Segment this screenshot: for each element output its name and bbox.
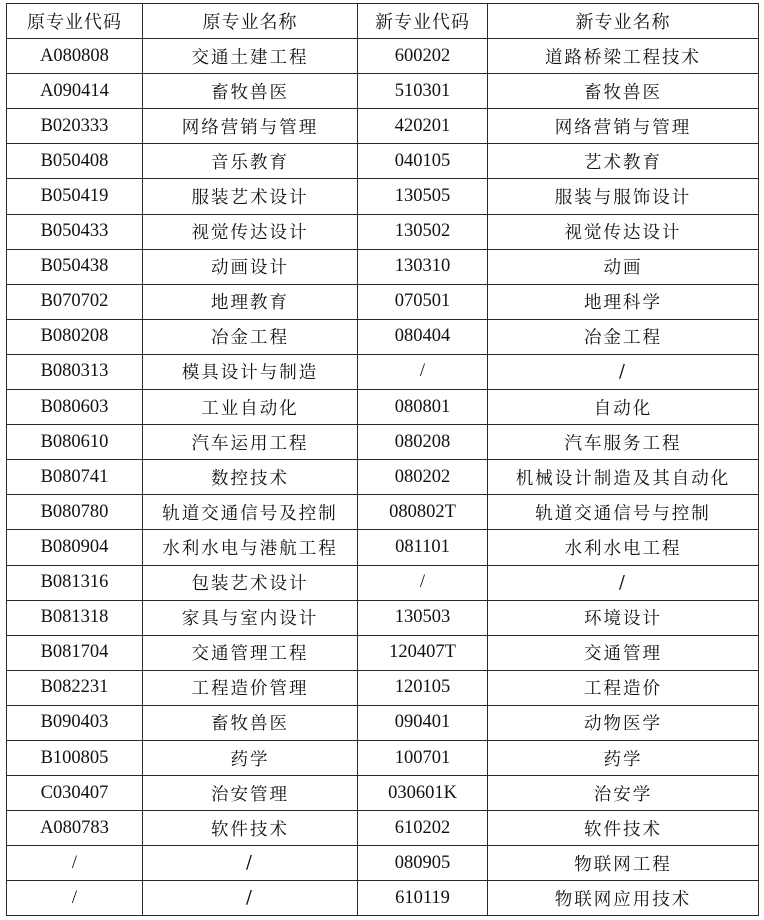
new-name-cell: 水利水电工程 [488, 530, 759, 565]
old-code-cell: B050438 [7, 249, 143, 284]
new-name-cell: 地理科学 [488, 284, 759, 319]
old-code-cell: B050433 [7, 214, 143, 249]
table-row [7, 705, 759, 740]
table-row [7, 881, 759, 916]
new-code-cell: 080801 [358, 390, 488, 425]
old-name-cell: 家具与室内设计 [143, 600, 358, 635]
table-row [7, 249, 759, 284]
new-code-cell: 610202 [358, 811, 488, 846]
new-code-cell: 130502 [358, 214, 488, 249]
table-row [7, 319, 759, 354]
old-code-cell: B080610 [7, 425, 143, 460]
old-name-cell: 水利水电与港航工程 [143, 530, 358, 565]
new-name-cell: 自动化 [488, 390, 759, 425]
new-name-cell: 服装与服饰设计 [488, 179, 759, 214]
new-name-cell: 网络营销与管理 [488, 109, 759, 144]
new-code-cell: 600202 [358, 39, 488, 74]
table-row [7, 179, 759, 214]
new-name-cell: 药学 [488, 740, 759, 775]
old-code-cell: B090403 [7, 705, 143, 740]
new-code-cell: 080208 [358, 425, 488, 460]
new-name-cell: 轨道交通信号与控制 [488, 495, 759, 530]
old-name-cell: 药学 [143, 740, 358, 775]
new-code-cell: / [358, 565, 488, 600]
table-row [7, 600, 759, 635]
old-name-cell: 数控技术 [143, 460, 358, 495]
new-name-cell: 环境设计 [488, 600, 759, 635]
old-code-cell: B081316 [7, 565, 143, 600]
old-code-cell: B080741 [7, 460, 143, 495]
table-row [7, 460, 759, 495]
new-name-cell: 交通管理 [488, 635, 759, 670]
old-code-cell: B020333 [7, 109, 143, 144]
old-code-cell: B070702 [7, 284, 143, 319]
new-code-cell: 080404 [358, 319, 488, 354]
old-name-cell: 网络营销与管理 [143, 109, 358, 144]
table-row [7, 390, 759, 425]
table-row [7, 776, 759, 811]
table-row [7, 354, 759, 389]
table-row [7, 846, 759, 881]
new-code-cell: 420201 [358, 109, 488, 144]
new-code-cell: 080802T [358, 495, 488, 530]
old-code-cell: / [7, 881, 143, 916]
new-code-cell: 030601K [358, 776, 488, 811]
old-name-cell: 工程造价管理 [143, 670, 358, 705]
table-row [7, 740, 759, 775]
table-row [7, 670, 759, 705]
new-name-cell: 艺术教育 [488, 144, 759, 179]
old-name-cell: 冶金工程 [143, 319, 358, 354]
old-name-cell: 轨道交通信号及控制 [143, 495, 358, 530]
old-name-cell: 汽车运用工程 [143, 425, 358, 460]
old-name-cell: 交通管理工程 [143, 635, 358, 670]
old-code-cell: / [7, 846, 143, 881]
old-code-cell: A080783 [7, 811, 143, 846]
header-old-name: 原专业名称 [143, 4, 358, 39]
new-code-cell: 100701 [358, 740, 488, 775]
old-name-cell: / [143, 881, 358, 916]
old-name-cell: 工业自动化 [143, 390, 358, 425]
old-name-cell: 动画设计 [143, 249, 358, 284]
new-code-cell: 090401 [358, 705, 488, 740]
old-code-cell: B081704 [7, 635, 143, 670]
old-code-cell: B081318 [7, 600, 143, 635]
table-row [7, 635, 759, 670]
old-name-cell: 畜牧兽医 [143, 74, 358, 109]
new-name-cell: 道路桥梁工程技术 [488, 39, 759, 74]
table-row [7, 74, 759, 109]
new-name-cell: 畜牧兽医 [488, 74, 759, 109]
old-code-cell: B080780 [7, 495, 143, 530]
new-code-cell: 070501 [358, 284, 488, 319]
table-row [7, 425, 759, 460]
old-code-cell: B080904 [7, 530, 143, 565]
new-code-cell: 130503 [358, 600, 488, 635]
new-name-cell: 治安学 [488, 776, 759, 811]
table-row [7, 39, 759, 74]
table-body [7, 39, 759, 916]
old-name-cell: 模具设计与制造 [143, 354, 358, 389]
major-mapping-table [6, 3, 759, 916]
old-code-cell: A090414 [7, 74, 143, 109]
new-code-cell: / [358, 354, 488, 389]
table-row [7, 284, 759, 319]
old-name-cell: 服装艺术设计 [143, 179, 358, 214]
header-new-name: 新专业名称 [488, 4, 759, 39]
old-code-cell: C030407 [7, 776, 143, 811]
new-code-cell: 040105 [358, 144, 488, 179]
old-name-cell: 视觉传达设计 [143, 214, 358, 249]
new-code-cell: 120407T [358, 635, 488, 670]
new-name-cell: 工程造价 [488, 670, 759, 705]
new-name-cell: 物联网应用技术 [488, 881, 759, 916]
new-name-cell: 冶金工程 [488, 319, 759, 354]
table-row [7, 144, 759, 179]
table-row [7, 530, 759, 565]
old-name-cell: 音乐教育 [143, 144, 358, 179]
old-name-cell: 畜牧兽医 [143, 705, 358, 740]
old-code-cell: B050408 [7, 144, 143, 179]
new-name-cell: 视觉传达设计 [488, 214, 759, 249]
new-name-cell: 物联网工程 [488, 846, 759, 881]
table-row [7, 214, 759, 249]
new-name-cell: 机械设计制造及其自动化 [488, 460, 759, 495]
new-code-cell: 080202 [358, 460, 488, 495]
old-name-cell: 地理教育 [143, 284, 358, 319]
new-name-cell: / [488, 354, 759, 389]
new-name-cell: 动物医学 [488, 705, 759, 740]
table-row [7, 109, 759, 144]
old-code-cell: B080313 [7, 354, 143, 389]
old-name-cell: 软件技术 [143, 811, 358, 846]
new-code-cell: 130505 [358, 179, 488, 214]
old-code-cell: B080603 [7, 390, 143, 425]
new-name-cell: 汽车服务工程 [488, 425, 759, 460]
new-name-cell: 软件技术 [488, 811, 759, 846]
new-code-cell: 120105 [358, 670, 488, 705]
table-row [7, 565, 759, 600]
old-name-cell: / [143, 846, 358, 881]
table-row [7, 495, 759, 530]
old-name-cell: 交通土建工程 [143, 39, 358, 74]
old-name-cell: 包装艺术设计 [143, 565, 358, 600]
old-code-cell: B080208 [7, 319, 143, 354]
header-row [7, 4, 759, 39]
table-row [7, 811, 759, 846]
major-mapping-table-container [6, 3, 759, 916]
old-name-cell: 治安管理 [143, 776, 358, 811]
new-code-cell: 510301 [358, 74, 488, 109]
new-code-cell: 080905 [358, 846, 488, 881]
new-name-cell: 动画 [488, 249, 759, 284]
header-new-code: 新专业代码 [358, 4, 488, 39]
new-code-cell: 610119 [358, 881, 488, 916]
old-code-cell: B100805 [7, 740, 143, 775]
new-code-cell: 130310 [358, 249, 488, 284]
old-code-cell: B082231 [7, 670, 143, 705]
old-code-cell: A080808 [7, 39, 143, 74]
header-old-code: 原专业代码 [7, 4, 143, 39]
new-code-cell: 081101 [358, 530, 488, 565]
new-name-cell: / [488, 565, 759, 600]
old-code-cell: B050419 [7, 179, 143, 214]
